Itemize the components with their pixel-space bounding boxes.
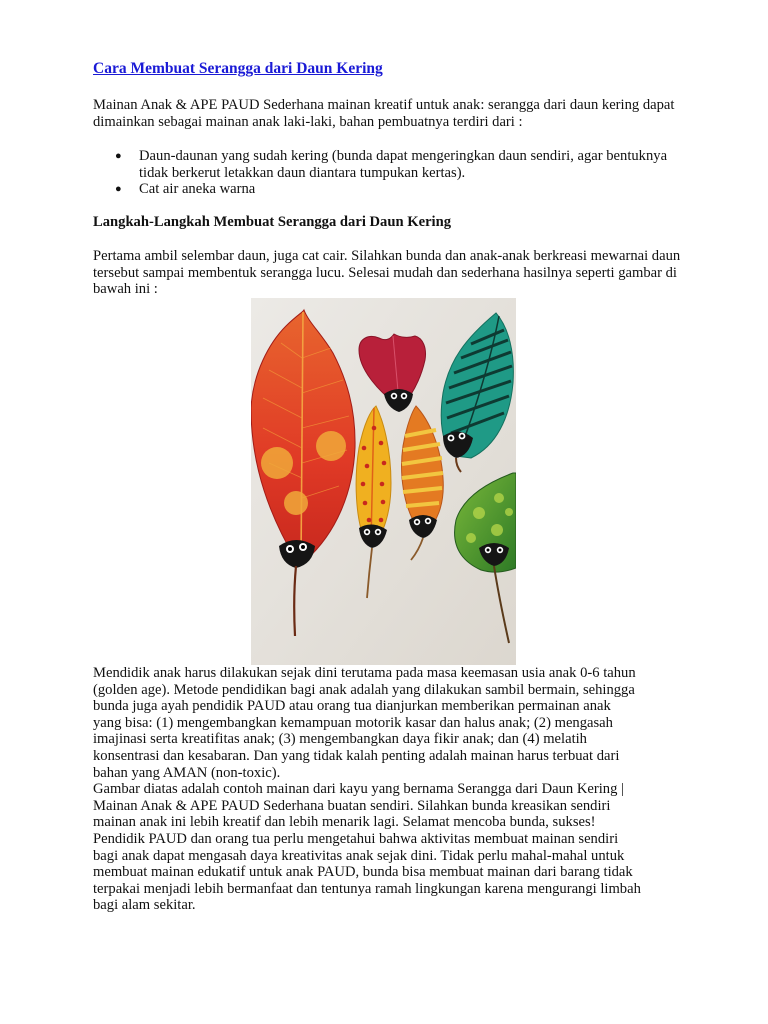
- list-item: [93, 181, 683, 198]
- body-line: terpakai menjadi lebih bermanfaat dan tentunya ramah lingkungan karena mengurangi limbah: [93, 880, 641, 897]
- body-line: Mainan Anak & APE PAUD Sederhana buatan sendiri. Silahkan bunda kreasikan sendiri: [93, 797, 611, 814]
- body-line: Pendidik PAUD dan orang tua perlu mengetahui bahwa aktivitas membuat mainan sendiri: [93, 830, 619, 847]
- bullet-icon: ●: [115, 183, 122, 196]
- body-line: bagi alam sekitar.: [93, 897, 196, 914]
- article-title-link[interactable]: Cara Membuat Serangga dari Daun Kering: [93, 60, 383, 77]
- body-line: mainan anak ini lebih kreatif dan lebih menarik lagi. Selamat mencoba bunda, sukses!: [93, 814, 596, 831]
- body-line: (golden age). Metode pendidikan bagi anak adalah yang dilakukan sambil bermain, sehingga: [93, 681, 635, 698]
- steps-paragraph: Pertama ambil selembar daun, juga cat cair. Silahkan bunda dan anak-anak berkreasi mewarnai daun tersebut sampai membentuk serangga lucu. Selesai mudah dan sederhana hasilnya seperti gambar di bawah ini :: [93, 248, 681, 298]
- intro-paragraph: Mainan Anak & APE PAUD Sederhana mainan kreatif untuk anak: serangga dari daun kering dapat dimainkan sebagai mainan anak laki-laki, bahan pembuatnya terdiri dari :: [93, 97, 675, 130]
- list-item-text: Cat air aneka warna: [139, 181, 256, 198]
- body-text: [93, 665, 683, 914]
- body-line: bunda juga ayah pendidik PAUD atau orang tua dianjurkan memberikan permainan anak: [93, 698, 611, 715]
- body-line: imajinasi serta kreatifitas anak; (3) mengembangkan daya fikir anak; dan (4) melatih: [93, 731, 587, 748]
- materials-list: [93, 148, 683, 198]
- body-line: konsentrasi dan kesabaran. Dan yang tidak kalah penting adalah mainan harus terbuat dari: [93, 747, 620, 764]
- steps-heading: Langkah-Langkah Membuat Serangga dari Daun Kering: [93, 214, 452, 230]
- bullet-icon: ●: [115, 150, 122, 162]
- list-item-text: Daun-daunan yang sudah kering (bunda dapat mengeringkan daun sendiri, agar bentuknya tidak berkerut letakkan daun diantara tumpukan kertas).: [139, 148, 668, 181]
- list-item: [93, 148, 683, 181]
- body-line: Mendidik anak harus dilakukan sejak dini terutama pada masa keemasan usia anak 0-6 tahun: [93, 665, 636, 681]
- body-line: Gambar diatas adalah contoh mainan dari kayu yang bernama Serangga dari Daun Kering |: [93, 781, 624, 798]
- body-line: yang bisa: (1) mengembangkan kemampuan motorik kasar dan halus anak; (2) mengasah: [93, 714, 613, 731]
- body-line: membuat mainan edukatif untuk anak PAUD, bunda bisa membuat mainan dari barang tidak: [93, 864, 633, 881]
- body-line: bagi anak dapat mengasah daya kreativitas anak sejak dini. Tidak perlu mahal-mahal untuk: [93, 847, 625, 864]
- body-line: bahan yang AMAN (non-toxic).: [93, 764, 281, 781]
- leaf-insects-photo: [251, 298, 516, 665]
